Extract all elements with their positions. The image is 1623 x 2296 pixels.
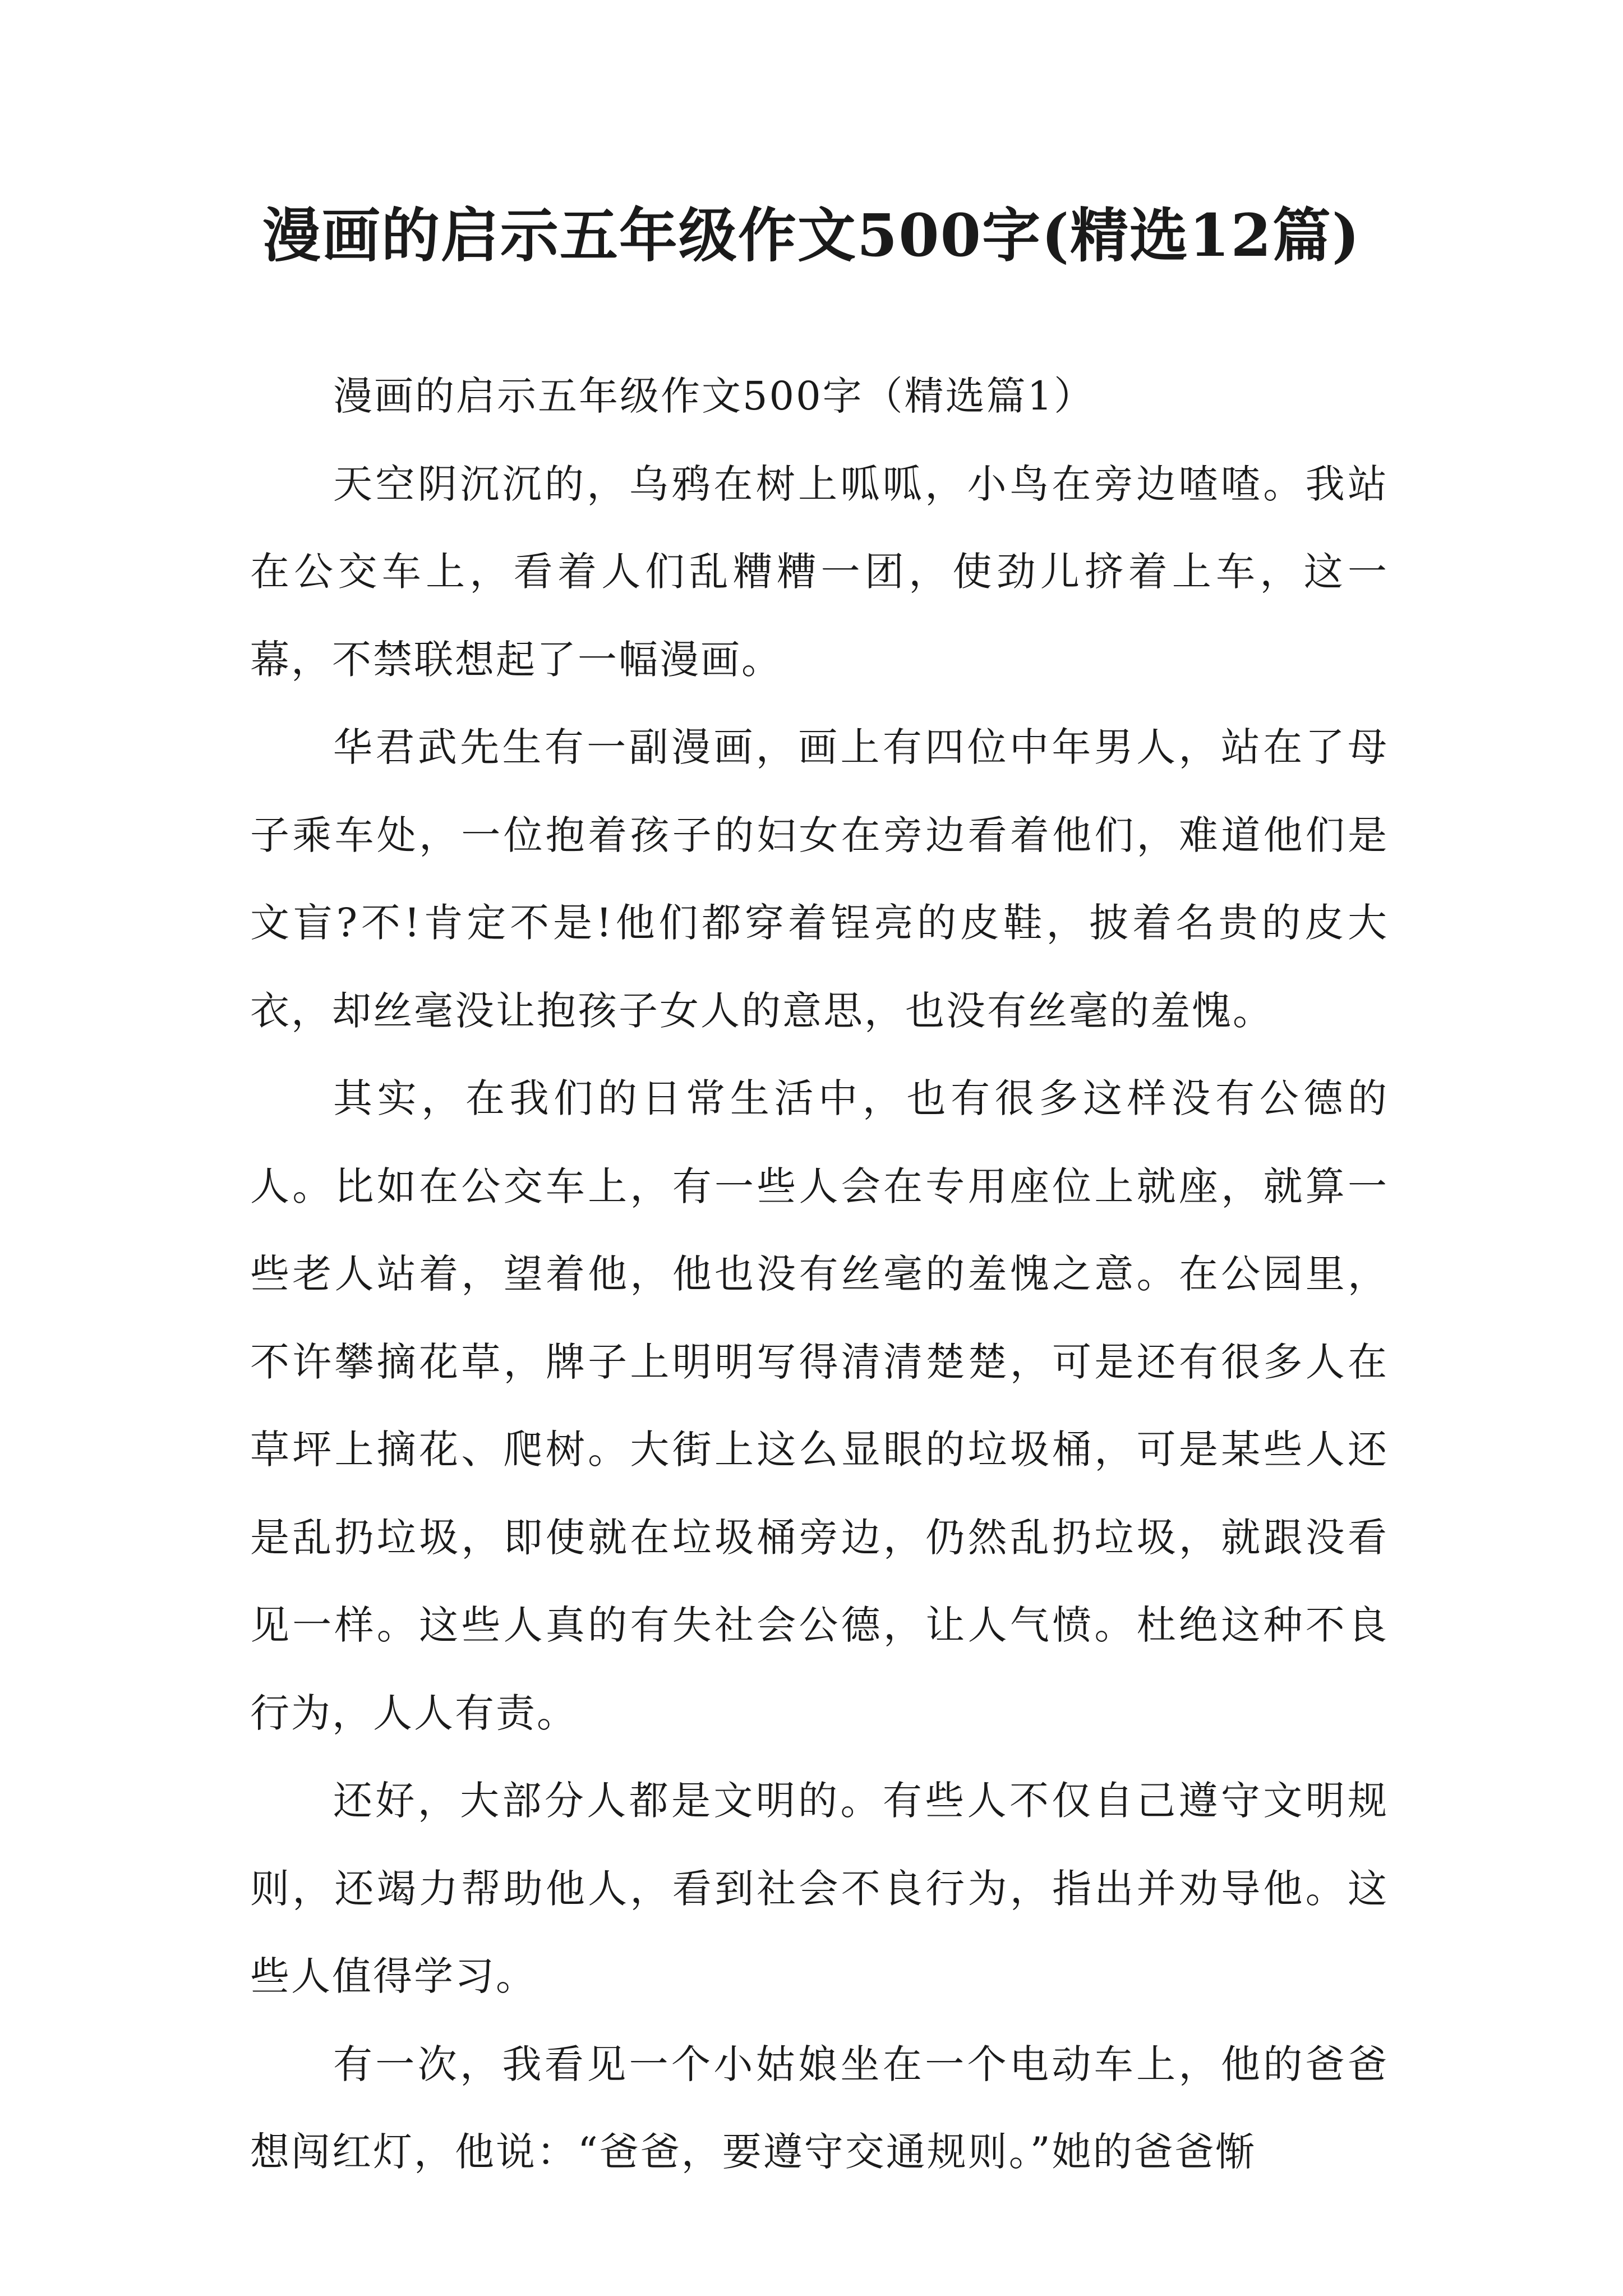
section-heading: 漫画的启示五年级作文500字（精选篇1） <box>333 373 1095 419</box>
paragraph: 华君武先生有一副漫画，画上有四位中年男人，站在了母子乘车处，一位抱着孩子的妇女在旁边看着他们，难道他们是文盲?不!肯定不是!他们都穿着锃亮的皮鞋，披着名贵的皮大衣，却丝毫没让抱孩子女人的意思，也没有丝毫的羞愧。 <box>250 724 1389 1034</box>
paragraph: 天空阴沉沉的，乌鸦在树上呱呱，小鸟在旁边喳喳。我站在公交车上，看着人们乱糟糟一团，使劲儿挤着上车，这一幕，不禁联想起了一幅漫画。 <box>250 461 1389 683</box>
paragraph: 有一次，我看见一个小姑娘坐在一个电动车上，他的爸爸想闯红灯，他说：“爸爸，要遵守交通规则。”她的爸爸惭 <box>250 2041 1389 2175</box>
document-title: 漫画的启示五年级作文500字(精选12篇) <box>262 201 1361 270</box>
paragraph: 还好，大部分人都是文明的。有些人不仅自己遵守文明规则，还竭力帮助他人，看到社会不良行为，指出并劝导他。这些人值得学习。 <box>250 1778 1389 1999</box>
document-body <box>250 352 1389 2196</box>
paragraph: 其实，在我们的日常生活中，也有很多这样没有公德的人。比如在公交车上，有一些人会在专用座位上就座，就算一些老人站着，望着他，他也没有丝毫的羞愧之意。在公园里，不许攀摘花草，牌子上明明写得清清楚楚，可是还有很多人在草坪上摘花、爬树。大街上这么显眼的垃圾桶，可是某些人还是乱扔垃圾，即使就在垃圾桶旁边，仍然乱扔垃圾，就跟没看见一样。这些人真的有失社会公德，让人气愤。杜绝这种不良行为，人人有责。 <box>250 1075 1389 1736</box>
